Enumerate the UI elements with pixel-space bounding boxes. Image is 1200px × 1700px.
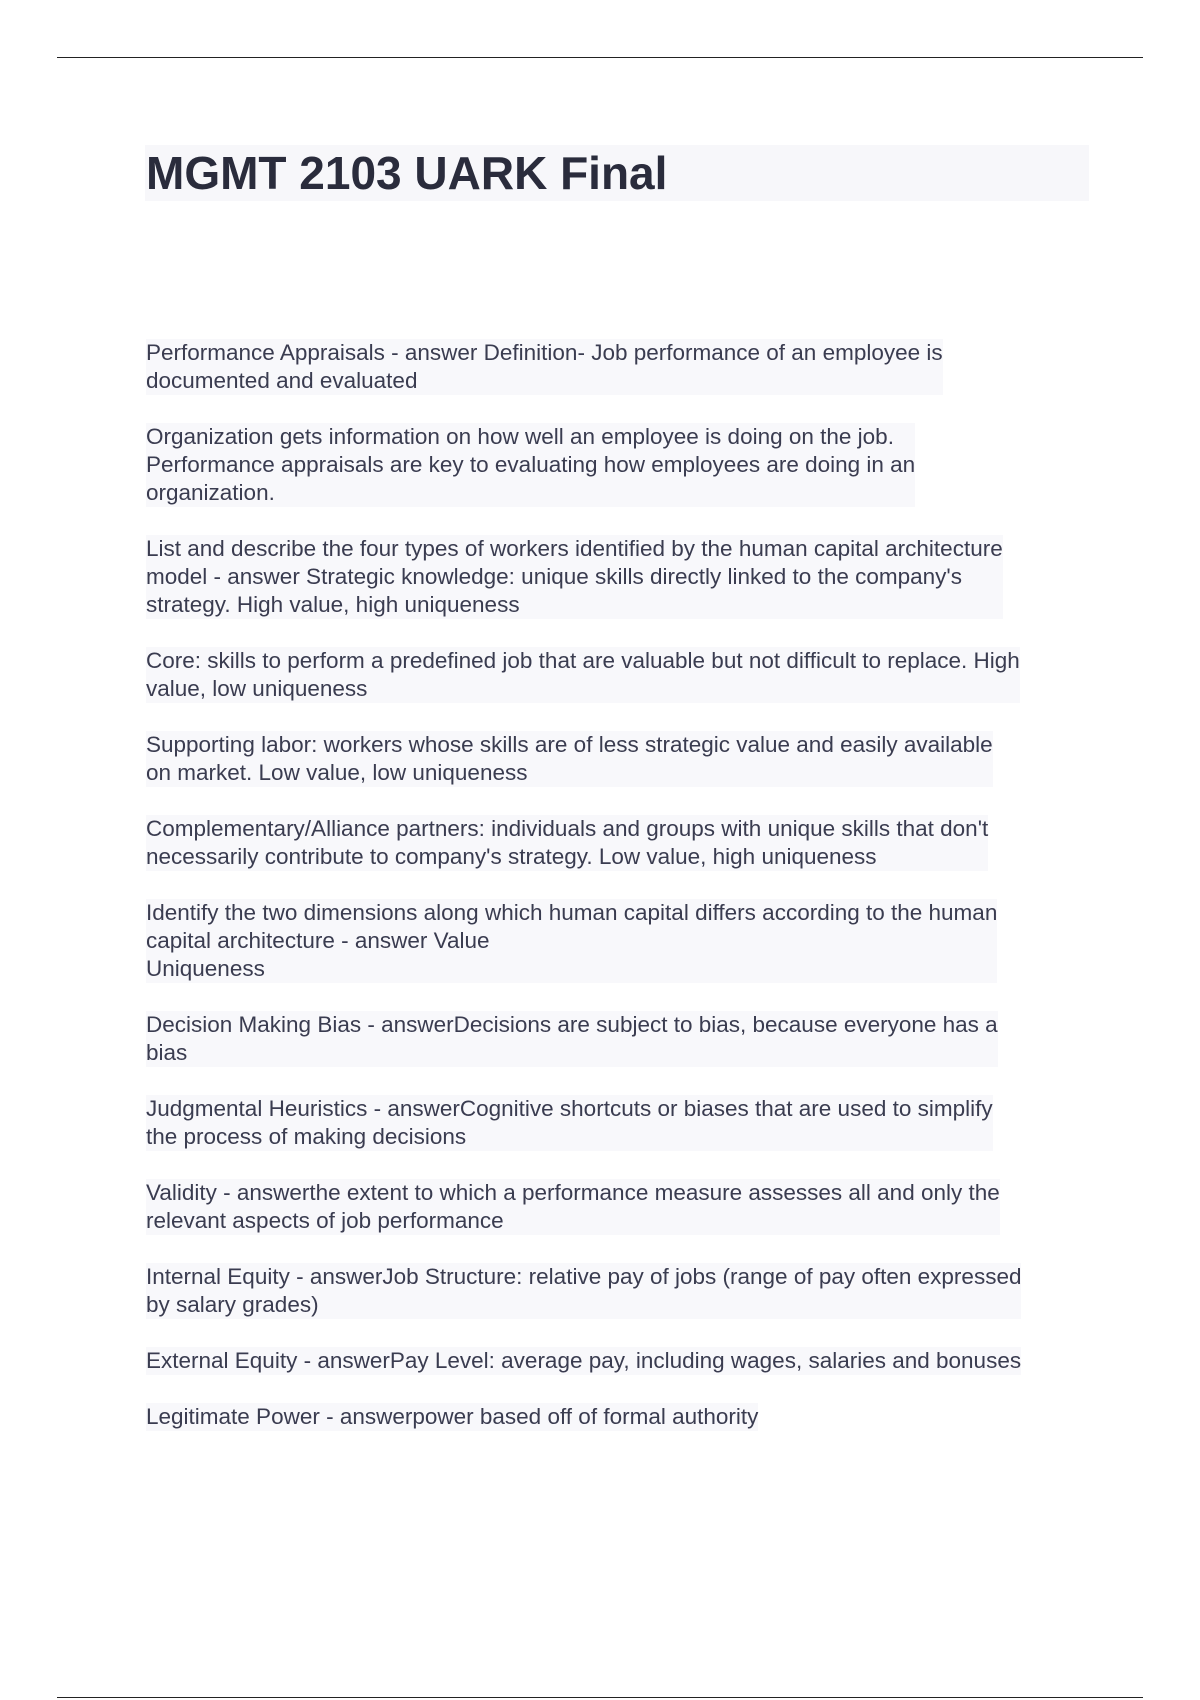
paragraph-line: bias: [146, 1040, 188, 1065]
paragraph-line: Performance Appraisals - answer Definition- Job performance of an employee is: [146, 340, 943, 365]
paragraph-line: by salary grades): [146, 1292, 319, 1317]
paragraph-line: on market. Low value, low uniqueness: [146, 760, 528, 785]
paragraph-line: Validity - answerthe extent to which a performance measure assesses all and only the: [146, 1180, 1000, 1205]
paragraph-two-dimensions: [146, 899, 997, 983]
paragraph-line: External Equity - answerPay Level: average pay, including wages, salaries and bonuses: [146, 1348, 1022, 1373]
paragraph-line: List and describe the four types of workers identified by the human capital architecture: [146, 536, 1003, 561]
paragraph-organization-info: [146, 423, 915, 507]
paragraph-line: Decision Making Bias - answerDecisions are subject to bias, because everyone has a: [146, 1012, 998, 1037]
paragraph-line: documented and evaluated: [146, 368, 418, 393]
paragraph-line: Core: skills to perform a predefined job that are valuable but not difficult to replace. High: [146, 648, 1020, 673]
paragraph-line: model - answer Strategic knowledge: unique skills directly linked to the company's: [146, 564, 962, 589]
paragraph-line: Legitimate Power - answerpower based off of formal authority: [146, 1404, 759, 1429]
paragraph-supporting-labor: [146, 731, 993, 787]
paragraph-line: capital architecture - answer Value: [146, 928, 490, 953]
document-title: MGMT 2103 UARK Final: [146, 147, 668, 199]
paragraph-line: necessarily contribute to company's strategy. Low value, high uniqueness: [146, 844, 877, 869]
paragraph-line: Judgmental Heuristics - answerCognitive shortcuts or biases that are used to simplify: [146, 1096, 993, 1121]
bottom-rule: [57, 1697, 1143, 1698]
paragraph-line: Supporting labor: workers whose skills are of less strategic value and easily available: [146, 732, 993, 757]
paragraph-external-equity: [146, 1347, 1021, 1375]
paragraph-line: Internal Equity - answerJob Structure: relative pay of jobs (range of pay often expressed: [146, 1264, 1022, 1289]
paragraph-line: strategy. High value, high uniqueness: [146, 592, 520, 617]
paragraph-decision-making-bias: [146, 1011, 998, 1067]
paragraph-line: Organization gets information on how well an employee is doing on the job.: [146, 424, 894, 449]
paragraph-internal-equity: [146, 1263, 1021, 1319]
paragraph-complementary-partners: [146, 815, 988, 871]
paragraph-line: Identify the two dimensions along which human capital differs according to the human: [146, 900, 998, 925]
paragraph-performance-appraisals: [146, 339, 943, 395]
paragraph-legitimate-power: [146, 1403, 758, 1431]
paragraph-judgmental-heuristics: [146, 1095, 993, 1151]
paragraph-line: Performance appraisals are key to evaluating how employees are doing in an: [146, 452, 916, 477]
paragraph-core: [146, 647, 1020, 703]
paragraph-line: relevant aspects of job performance: [146, 1208, 504, 1233]
paragraph-line: organization.: [146, 480, 275, 505]
paragraph-line: Complementary/Alliance partners: individuals and groups with unique skills that don't: [146, 816, 989, 841]
paragraph-validity: [146, 1179, 1000, 1235]
document-body: [146, 339, 1091, 1459]
top-rule: [57, 57, 1143, 58]
paragraph-line: value, low uniqueness: [146, 676, 368, 701]
paragraph-line: the process of making decisions: [146, 1124, 467, 1149]
paragraph-four-worker-types: [146, 535, 1003, 619]
paragraph-line: Uniqueness: [146, 956, 265, 981]
